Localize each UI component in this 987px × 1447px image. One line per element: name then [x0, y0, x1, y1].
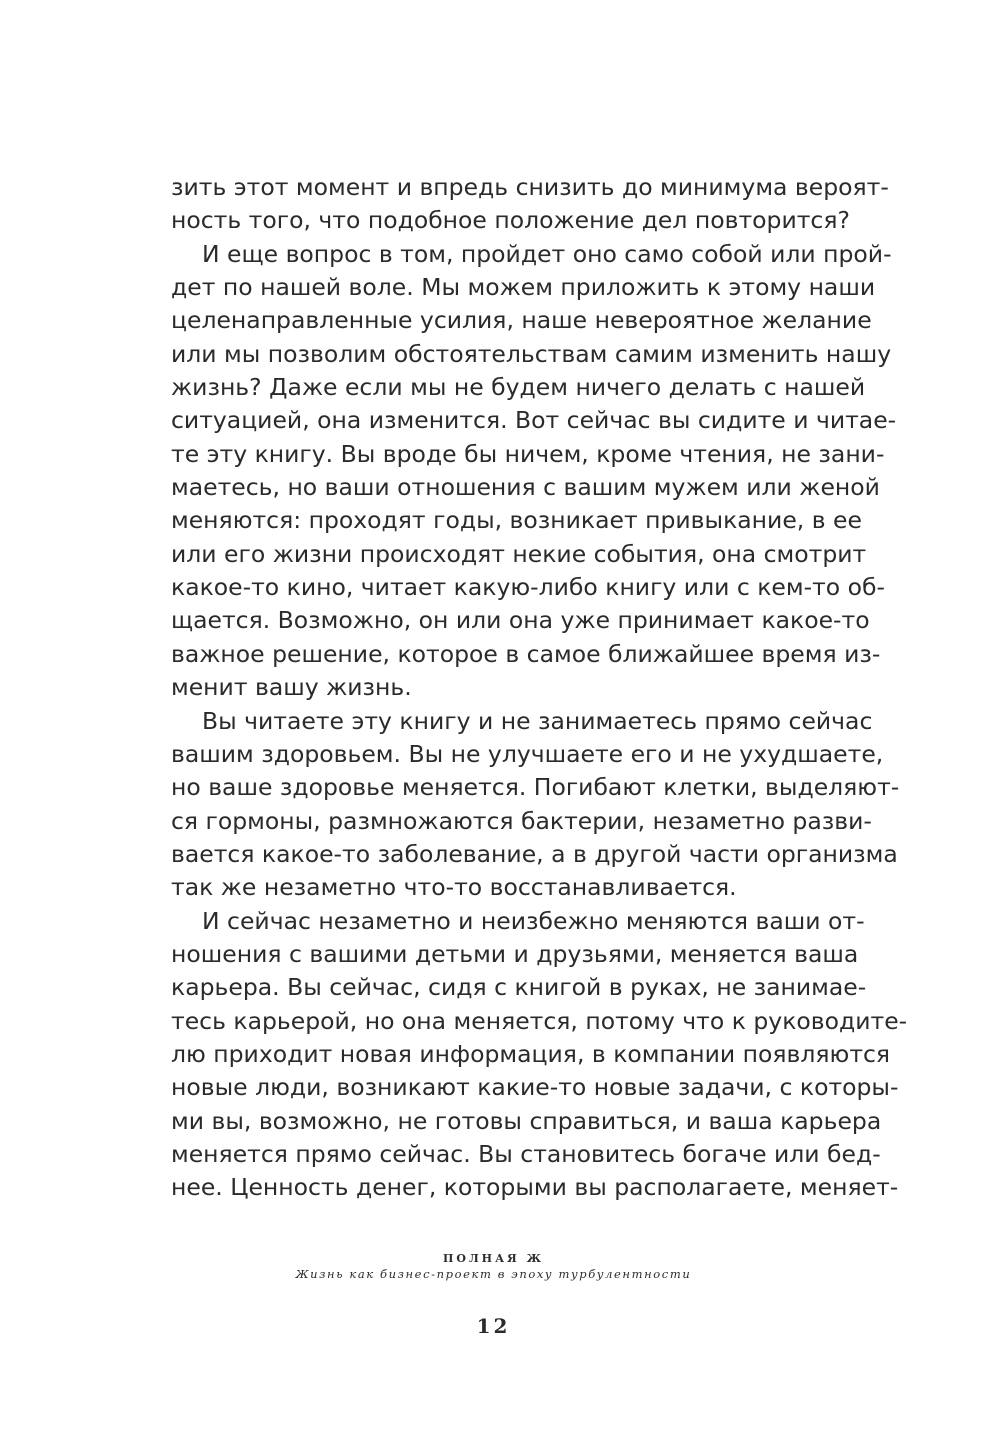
- text-line: новые люди, возникают какие-то новые задачи, с которы-: [171, 1073, 899, 1102]
- running-title: ПОЛНАЯ Ж: [442, 1252, 544, 1265]
- text-line: дет по нашей воле. Мы можем приложить к этому наши: [171, 273, 876, 302]
- running-subtitle: Жизнь как бизнес-проект в эпоху турбулентности: [295, 1267, 692, 1281]
- paragraph: [171, 905, 908, 1205]
- text-line: те эту книгу. Вы вроде бы ничем, кроме чтения, не зани-: [171, 439, 885, 468]
- paragraph: [171, 238, 897, 705]
- text-line: И еще вопрос в том, пройдет оно само собой или прой-: [202, 239, 892, 268]
- text-line: карьера. Вы сейчас, сидя с книгой в руках, не занимае-: [171, 973, 867, 1002]
- paragraph: [171, 705, 900, 905]
- text-line: меняется прямо сейчас. Вы становитесь богаче или бед-: [171, 1139, 881, 1168]
- text-line: меняются: проходят годы, возникает привыкание, в ее: [171, 506, 862, 535]
- text-line: нее. Ценность денег, которыми вы располагаете, меняет-: [171, 1173, 899, 1202]
- text-line: вашим здоровьем. Вы не улучшаете его и не ухудшаете,: [171, 739, 884, 768]
- text-line: Вы читаете эту книгу и не занимаетесь прямо сейчас: [202, 706, 873, 735]
- text-line: тесь карьерой, но она меняется, потому что к руководите-: [171, 1006, 908, 1035]
- text-line: маетесь, но ваши отношения с вашим мужем или женой: [171, 473, 880, 502]
- text-line: ношения с вашими детьми и друзьями, меняется ваша: [171, 939, 859, 968]
- text-line: ность того, что подобное положение дел повторится?: [171, 206, 850, 235]
- text-line: ми вы, возможно, не готовы справиться, и ваша карьера: [171, 1106, 882, 1135]
- text-line: ся гормоны, размножаются бактерии, незаметно разви-: [171, 806, 872, 835]
- text-line: или его жизни происходят некие события, она смотрит: [171, 539, 867, 568]
- body-text: [171, 171, 908, 1205]
- text-line: зить этот момент и впредь снизить до минимума вероят-: [171, 173, 889, 201]
- text-line: ситуацией, она изменится. Вот сейчас вы сидите и читае-: [171, 406, 897, 435]
- text-line: менит вашу жизнь.: [171, 673, 412, 702]
- text-line: лю приходит новая информация, в компании появляются: [171, 1039, 891, 1068]
- text-line: И сейчас незаметно и неизбежно меняются ваши от-: [202, 906, 865, 935]
- text-line: важное решение, которое в самое ближайшее время из-: [171, 639, 881, 668]
- text-line: так же незаметно что-то восстанавливается.: [171, 873, 737, 902]
- text-line: жизнь? Даже если мы не будем ничего делать с нашей: [171, 373, 866, 402]
- paragraph: [171, 171, 889, 238]
- text-line: щается. Возможно, он или она уже принимает какое-то: [171, 606, 870, 635]
- text-line: или мы позволим обстоятельствам самим изменить нашу: [171, 339, 892, 368]
- text-line: но ваше здоровье меняется. Погибают клетки, выделяют-: [171, 773, 900, 802]
- text-line: какое-то кино, читает какую-либо книгу или с кем-то об-: [171, 573, 885, 602]
- text-line: вается какое-то заболевание, а в другой части организма: [171, 839, 898, 868]
- text-line: целенаправленные усилия, наше невероятное желание: [171, 306, 872, 335]
- page-number: 12: [476, 1314, 511, 1338]
